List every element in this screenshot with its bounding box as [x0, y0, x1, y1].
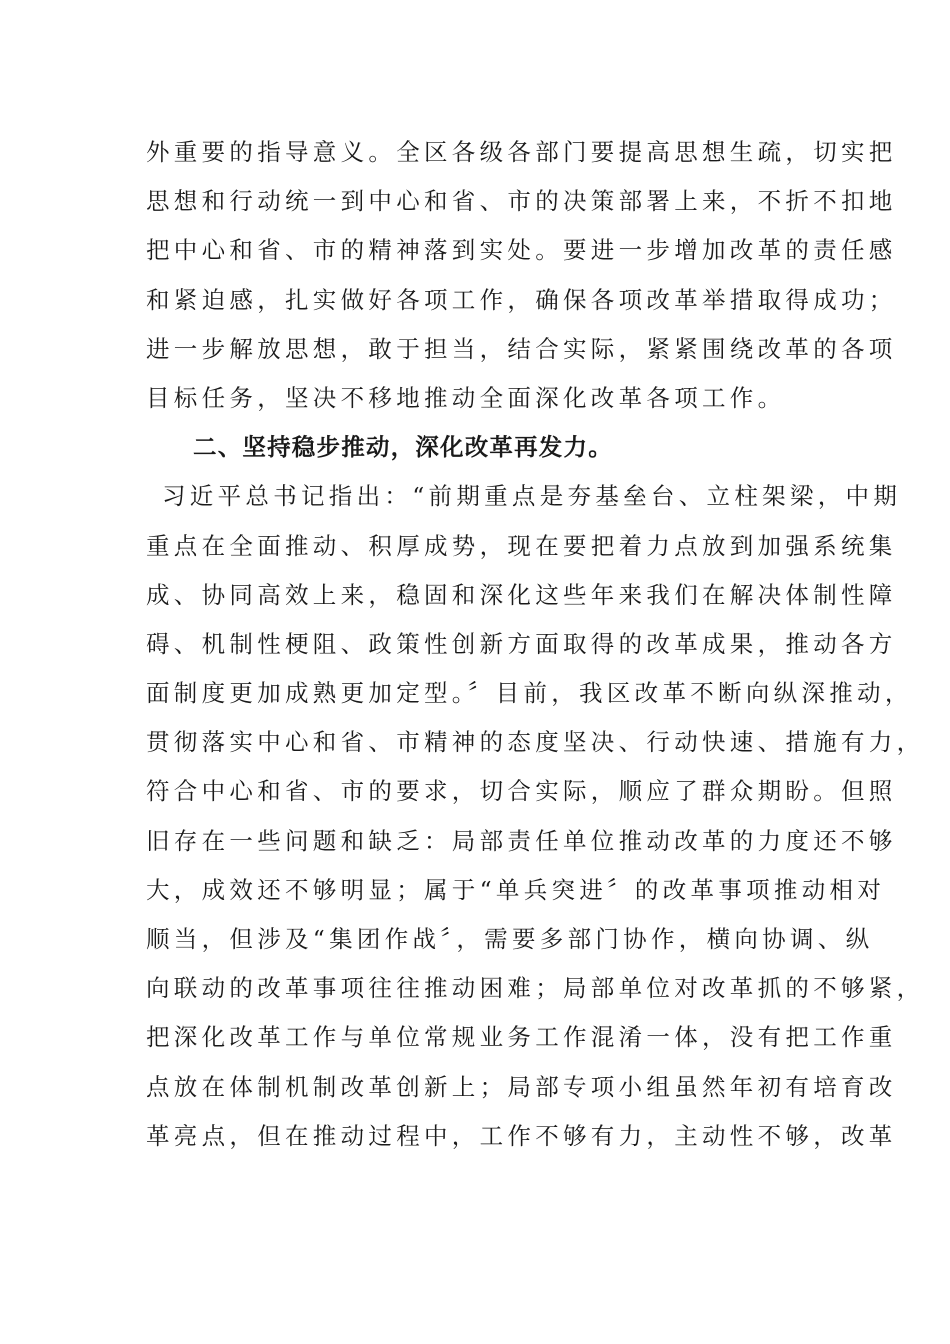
section-heading: 二、坚持稳步推动，深化改革再发力。: [193, 433, 613, 462]
text-line-1: 外重要的指导意义。全区各级各部门要提高思想生疏，切实把: [146, 138, 897, 166]
text-line-8: 习近平总书记指出：“前期重点是夯基垒台、立柱架梁，中期: [162, 482, 902, 511]
text-line-21: 革亮点，但在推动过程中，工作不够有力，主动性不够，改革: [146, 1121, 897, 1150]
text-line-17: 顺当，但涉及“集团作战〞，需要多部门协作，横向协调、纵: [146, 925, 874, 953]
text-line-20: 点放在体制机制改革创新上；局部专项小组虽然年初有培育改: [146, 1072, 897, 1101]
text-line-3: 把中心和省、市的精神落到实处。要进一步增加改革的责任感: [146, 236, 897, 265]
document-page: [146, 128, 925, 1161]
text-line-19: 把深化改革工作与单位常规业务工作混淆一体，没有把工作重: [146, 1023, 897, 1052]
text-line-6: 目标任务，坚决不移地推动全面深化改革各项工作。: [146, 383, 786, 412]
text-line-13: 贯彻落实中心和省、市精神的态度坚决、行动快速、措施有力，: [146, 728, 925, 757]
text-line-16: 大，成效还不够明显；属于“单兵突进〞的改革事项推动相对: [146, 875, 886, 904]
text-line-12: 面制度更加成熟更加定型。〞目前，我区改革不断向纵深推动，: [146, 679, 913, 708]
text-line-2: 思想和行动统一到中心和省、市的决策部署上来，不折不扣地: [146, 187, 897, 216]
text-line-9: 重点在全面推动、积厚成势，现在要把着力点放到加强系统集: [146, 531, 897, 560]
text-line-5: 进一步解放思想，敢于担当，结合实际，紧紧围绕改革的各项: [146, 334, 897, 363]
text-line-18: 向联动的改革事项往往推动困难；局部单位对改革抓的不够紧，: [146, 974, 925, 1003]
text-line-15: 旧存在一些问题和缺乏：局部责任单位推动改革的力度还不够: [146, 826, 897, 855]
text-line-11: 碍、机制性梗阻、政策性创新方面取得的改革成果，推动各方: [146, 629, 897, 658]
text-line-14: 符合中心和省、市的要求，切合实际，顺应了群众期盼。但照: [146, 777, 897, 806]
text-line-4: 和紧迫感，扎实做好各项工作，确保各项改革举措取得成功；: [146, 285, 897, 314]
text-line-10: 成、协同高效上来，稳固和深化这些年来我们在解决体制性障: [146, 580, 897, 609]
